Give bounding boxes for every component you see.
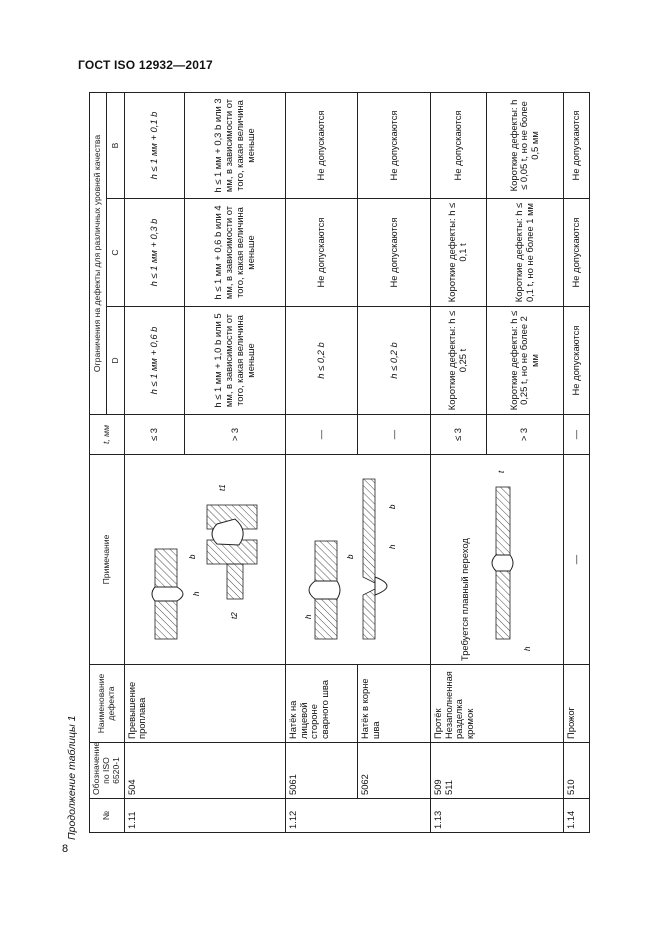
col-header-t: t, мм — [90, 415, 125, 455]
defects-table — [89, 92, 590, 833]
row-note: — — [563, 455, 589, 665]
row-name: Прожог — [563, 665, 589, 743]
row-t: ≤ 3 — [124, 415, 185, 455]
limit-c: h ≤ 1 мм + 0,3 b — [124, 199, 185, 307]
sketch-cell-1-13 — [430, 455, 563, 665]
document-header: ГОСТ ISO 12932—2017 — [78, 58, 213, 72]
col-header-no: № — [90, 799, 125, 833]
row-no: 1.12 — [285, 799, 430, 833]
sketch-label-t1: t1 — [217, 484, 227, 492]
col-header-c: C — [107, 199, 124, 307]
limit-b: Не допускаются — [430, 92, 486, 198]
limit-b: Не допускаются — [563, 92, 589, 198]
row-name: Протёк Незаполненная разделка кромок — [430, 665, 563, 743]
row-t: ≤ 3 — [430, 415, 486, 455]
row-no: 1.11 — [124, 799, 285, 833]
col-header-b: B — [107, 92, 124, 198]
limit-c: Не допускаются — [563, 199, 589, 307]
sketch-label-b: b — [345, 555, 355, 560]
row-t: — — [563, 415, 589, 455]
row-code: 504 — [124, 743, 285, 799]
limit-b: Не допускаются — [358, 92, 430, 198]
table-caption: Продолжение таблицы 1 — [66, 715, 78, 840]
col-header-code: Обозначение по ISO 6520-1 — [90, 743, 125, 799]
defects-table-rotated — [89, 93, 589, 833]
limit-c: Не допускаются — [358, 199, 430, 307]
limit-c: h ≤ 1 мм + 0,6 b или 4 мм, в зависимости от того, какая величина меньше — [185, 199, 285, 307]
note-smooth-transition: Требуется плавный переход — [458, 538, 470, 661]
sketch-label-h: h — [522, 647, 532, 652]
sketch-label-t: t — [496, 471, 506, 474]
limit-d: h ≤ 0,2 b — [358, 307, 430, 415]
row-t: > 3 — [185, 415, 285, 455]
limit-d: h ≤ 1 мм + 0,6 b — [124, 307, 185, 415]
limit-d: Короткие дефекты: h ≤ 0,25 t — [430, 307, 486, 415]
sketch-label-b: b — [387, 505, 397, 510]
limit-d: Короткие дефекты: h ≤ 0,25 t, но не более 2 мм — [486, 307, 563, 415]
sketch-label-t2: t2 — [229, 612, 239, 620]
sketch-cell-1-11 — [124, 455, 285, 665]
overlap-sketch — [303, 460, 413, 660]
row-code: 510 — [563, 743, 589, 799]
sketch-label-b: b — [187, 555, 197, 560]
limit-d: h ≤ 1 мм + 1,0 b или 5 мм, в зависимости от того, какая величина меньше — [185, 307, 285, 415]
limit-c: Короткие дефекты: h ≤ 0,1 t — [430, 199, 486, 307]
limit-c: Короткие дефекты: h ≤ 0,1 t, но не более 1 мм — [486, 199, 563, 307]
col-header-d: D — [107, 307, 124, 415]
row-name: Натёк в корне шва — [358, 665, 430, 743]
col-header-note: Примечание — [90, 455, 125, 665]
sketch-label-h: h — [387, 545, 397, 550]
shrinkage-groove-sketch — [474, 460, 534, 660]
limit-b: Короткие дефекты: h ≤ 0,05 t, но не более 0,5 мм — [486, 92, 563, 198]
row-name: Натёк на лицевой стороне сварного шва — [285, 665, 357, 743]
limit-b: h ≤ 1 мм + 0,1 b — [124, 92, 185, 198]
col-header-limits: Ограничения на дефекты для различных уровней качества — [90, 92, 107, 414]
limit-d: h ≤ 0,2 b — [285, 307, 357, 415]
limit-b: h ≤ 1 мм + 0,3 b или 3 мм, в зависимости от того, какая величина меньше — [185, 92, 285, 198]
row-name: Превышение проплава — [124, 665, 285, 743]
row-t: — — [285, 415, 357, 455]
page-number: 8 — [62, 843, 69, 855]
row-code: 5061 — [285, 743, 357, 799]
row-code: 509 511 — [430, 743, 563, 799]
row-no: 1.13 — [430, 799, 563, 833]
limit-c: Не допускаются — [285, 199, 357, 307]
sketch-label-h: h — [303, 615, 313, 620]
excess-penetration-sketch — [145, 460, 265, 660]
sketch-cell-1-12 — [285, 455, 430, 665]
row-t: > 3 — [486, 415, 563, 455]
row-no: 1.14 — [563, 799, 589, 833]
col-header-name: Наименование дефекта — [90, 665, 125, 743]
row-t: — — [358, 415, 430, 455]
sketch-label-h: h — [191, 592, 201, 597]
row-code: 5062 — [358, 743, 430, 799]
limit-b: Не допускаются — [285, 92, 357, 198]
limit-d: Не допускаются — [563, 307, 589, 415]
